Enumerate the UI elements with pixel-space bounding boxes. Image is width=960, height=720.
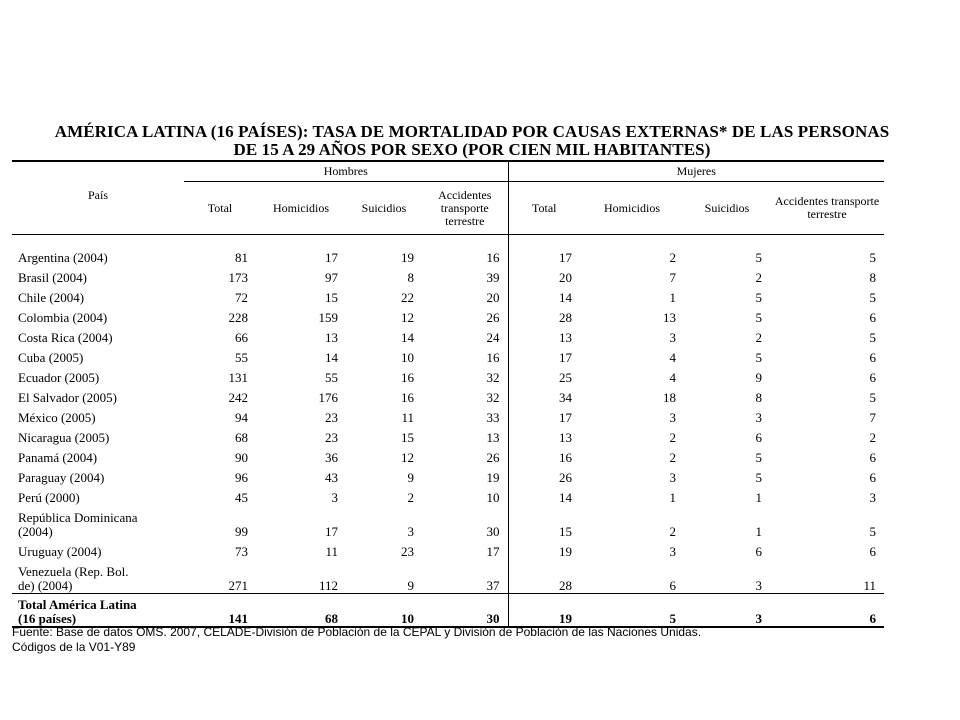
men-total-cell: 271 <box>228 578 248 593</box>
men-group-header: Hombres <box>184 162 508 182</box>
country-cell: República Dominicana (2004) <box>18 510 138 539</box>
women-accidents-cell: 5 <box>869 524 877 539</box>
country-cell: Nicaragua (2005) <box>18 430 110 445</box>
men-homicides-cell: 176 <box>318 390 338 405</box>
women-accidents-cell: 6 <box>869 310 877 325</box>
men-accidents-cell: 24 <box>486 330 500 345</box>
men-total-cell: 90 <box>235 450 248 465</box>
title-line-2: DE 15 A 29 AÑOS POR SEXO (POR CIEN MIL HABITANTES) <box>233 140 711 159</box>
table-row <box>12 345 884 365</box>
women-homicides-cell: 4 <box>669 350 676 365</box>
men-homicides-cell: 3 <box>331 490 338 505</box>
women-group-header: Mujeres <box>508 162 884 182</box>
women-suicides-cell: 5 <box>755 450 762 465</box>
men-homicides-cell: 55 <box>325 370 338 385</box>
women-accidents-cell: 6 <box>869 544 877 559</box>
source-note <box>12 625 912 655</box>
country-cell: Paraguay (2004) <box>18 470 105 485</box>
men-accidents-cell: 16 <box>486 250 500 265</box>
women-total-cell: 19 <box>508 539 580 559</box>
men-accidents-cell: 32 <box>486 370 500 385</box>
women-accidents-cell: 11 <box>863 578 877 593</box>
total-row <box>12 594 884 628</box>
source-line-2: Códigos de la V01-Y89 <box>12 640 136 654</box>
table-row <box>12 285 884 305</box>
title-line-1: AMÉRICA LATINA (16 PAÍSES): TASA DE MORTALIDAD POR CAUSAS EXTERNAS* DE LAS PERSONAS <box>54 122 890 141</box>
table-row <box>12 405 884 425</box>
men-accidents-cell: 10 <box>486 490 500 505</box>
men-accidents-cell: 16 <box>486 350 500 365</box>
men-total-cell: 66 <box>235 330 248 345</box>
mortality-table <box>12 162 884 628</box>
women-homicides-cell: 2 <box>669 430 676 445</box>
women-suicides-cell: 1 <box>755 524 762 539</box>
men-suicides-cell: 15 <box>401 430 414 445</box>
men-homicides-cell: 14 <box>325 350 338 365</box>
men-suicides-cell: 10 <box>401 350 414 365</box>
women-suicides-cell: 3 <box>755 410 762 425</box>
men-homicides-cell: 23 <box>325 410 338 425</box>
men-accidents-cell: 37 <box>486 578 500 593</box>
women-homicides-cell: 3 <box>669 470 676 485</box>
women-accidents-cell: 7 <box>869 410 877 425</box>
table-row <box>12 539 884 559</box>
table-row <box>12 365 884 385</box>
women-homicides-cell: 4 <box>669 370 676 385</box>
men-total-cell: 242 <box>228 390 248 405</box>
women-suicides-cell: 8 <box>755 390 762 405</box>
men-homicides-cell: 15 <box>325 290 338 305</box>
women-total-cell: 26 <box>508 465 580 485</box>
women-homicides-cell: 2 <box>669 250 676 265</box>
men-total-cell: 72 <box>235 290 248 305</box>
women-homicides-header: Homicidios <box>580 182 684 235</box>
men-suicides-cell: 16 <box>401 390 414 405</box>
women-homicides-cell: 18 <box>663 390 676 405</box>
men-accidents-cell: 20 <box>486 290 500 305</box>
women-suicides-cell: 6 <box>755 544 762 559</box>
table-row <box>12 385 884 405</box>
men-homicides-cell: 97 <box>325 270 338 285</box>
women-suicides-cell: 2 <box>755 270 762 285</box>
men-suicides-cell: 12 <box>401 450 414 465</box>
men-homicides-cell: 112 <box>318 578 338 593</box>
women-suicides-cell: 5 <box>755 310 762 325</box>
country-cell: Brasil (2004) <box>18 270 87 285</box>
men-homicides-cell: 17 <box>325 524 338 539</box>
women-accidents-cell: 2 <box>869 430 877 445</box>
women-suicides-header: Suicidios <box>684 182 770 235</box>
men-total-cell: 173 <box>228 270 248 285</box>
table-row <box>12 445 884 465</box>
country-cell: Uruguay (2004) <box>18 544 102 559</box>
women-suicides-cell: 5 <box>755 350 762 365</box>
women-total-cell: 14 <box>508 285 580 305</box>
men-suicides-cell: 8 <box>407 270 414 285</box>
total-label: Total América Latina (16 países) <box>12 594 184 628</box>
country-cell: Colombia (2004) <box>18 310 108 325</box>
men-accidents-cell: 26 <box>486 310 500 325</box>
men-suicides-cell: 23 <box>401 544 414 559</box>
women-suicides-cell: 2 <box>755 330 762 345</box>
men-suicides-cell: 11 <box>401 410 414 425</box>
men-homicides-cell: 17 <box>325 250 338 265</box>
men-accidents-cell: 17 <box>486 544 500 559</box>
women-total-cell: 15 <box>508 505 580 539</box>
women-homicides-cell: 6 <box>669 578 676 593</box>
men-accidents-cell: 19 <box>486 470 500 485</box>
women-accidents-cell: 6 <box>869 370 877 385</box>
country-cell: México (2005) <box>18 410 96 425</box>
men-homicides-cell: 23 <box>325 430 338 445</box>
men-suicides-cell: 16 <box>401 370 414 385</box>
men-suicides-cell: 22 <box>401 290 414 305</box>
women-total-cell: 13 <box>508 425 580 445</box>
total-men-accidents: 30 <box>422 594 508 628</box>
country-cell: El Salvador (2005) <box>18 390 117 405</box>
women-accidents-cell: 8 <box>869 270 877 285</box>
table-row <box>12 505 884 539</box>
women-total-cell: 17 <box>508 345 580 365</box>
men-accidents-cell: 26 <box>486 450 500 465</box>
women-homicides-cell: 3 <box>669 544 676 559</box>
men-accidents-cell: 30 <box>486 524 500 539</box>
men-accidents-cell: 32 <box>486 390 500 405</box>
men-homicides-cell: 36 <box>325 450 338 465</box>
men-total-cell: 94 <box>235 410 248 425</box>
country-cell: Perú (2000) <box>18 490 80 505</box>
men-total-cell: 228 <box>228 310 248 325</box>
country-cell: Cuba (2005) <box>18 350 84 365</box>
women-total-cell: 17 <box>508 235 580 266</box>
women-suicides-cell: 5 <box>755 250 762 265</box>
women-suicides-cell: 6 <box>755 430 762 445</box>
men-total-cell: 45 <box>235 490 248 505</box>
country-cell: Costa Rica (2004) <box>18 330 113 345</box>
table-row <box>12 235 884 266</box>
women-suicides-cell: 3 <box>755 578 762 593</box>
total-men-total: 141 <box>184 594 256 628</box>
total-women-suicides: 3 <box>684 594 770 628</box>
women-accidents-cell: 6 <box>869 470 877 485</box>
men-suicides-cell: 3 <box>407 524 414 539</box>
men-homicides-cell: 43 <box>325 470 338 485</box>
men-homicides-cell: 11 <box>325 544 338 559</box>
country-header: País <box>12 162 184 235</box>
women-total-cell: 17 <box>508 405 580 425</box>
source-line-1: Fuente: Base de datos OMS. 2007, CELADE-División de Población de la CEPAL y División de Población de las Naciones Unidas. <box>12 625 702 639</box>
women-homicides-cell: 2 <box>669 450 676 465</box>
men-accidents-cell: 39 <box>486 270 500 285</box>
women-accidents-header: Accidentes transporte terrestre <box>770 182 884 235</box>
men-accidents-header: Accidentes transporte terrestre <box>422 182 508 235</box>
men-total-header: Total <box>184 182 256 235</box>
table-title <box>12 123 932 159</box>
men-suicides-cell: 9 <box>407 578 414 593</box>
men-homicides-cell: 159 <box>318 310 338 325</box>
table-row <box>12 465 884 485</box>
table-body <box>12 235 884 594</box>
women-suicides-cell: 5 <box>755 290 762 305</box>
women-accidents-cell: 5 <box>869 390 877 405</box>
men-homicides-header: Homicidios <box>256 182 346 235</box>
men-accidents-cell: 33 <box>486 410 500 425</box>
women-accidents-cell: 5 <box>869 250 877 265</box>
table-row <box>12 425 884 445</box>
total-men-homicides: 68 <box>256 594 346 628</box>
women-accidents-cell: 6 <box>869 450 877 465</box>
women-total-header: Total <box>508 182 580 235</box>
men-suicides-cell: 12 <box>401 310 414 325</box>
total-men-suicides: 10 <box>346 594 422 628</box>
table-row <box>12 305 884 325</box>
women-homicides-cell: 7 <box>669 270 676 285</box>
men-accidents-cell: 13 <box>486 430 500 445</box>
women-total-cell: 20 <box>508 265 580 285</box>
women-homicides-cell: 13 <box>663 310 676 325</box>
women-homicides-cell: 3 <box>669 410 676 425</box>
table-row <box>12 265 884 285</box>
total-women-total: 19 <box>508 594 580 628</box>
women-suicides-cell: 5 <box>755 470 762 485</box>
table-header <box>12 162 884 235</box>
country-cell: Chile (2004) <box>18 290 85 305</box>
country-cell: Venezuela (Rep. Bol. de) (2004) <box>18 564 129 593</box>
women-accidents-cell: 6 <box>869 350 877 365</box>
women-homicides-cell: 3 <box>669 330 676 345</box>
women-suicides-cell: 1 <box>755 490 762 505</box>
men-suicides-cell: 14 <box>401 330 414 345</box>
women-total-cell: 25 <box>508 365 580 385</box>
men-suicides-cell: 19 <box>401 250 414 265</box>
women-total-cell: 13 <box>508 325 580 345</box>
women-suicides-cell: 9 <box>755 370 762 385</box>
men-total-cell: 55 <box>235 350 248 365</box>
men-homicides-cell: 13 <box>325 330 338 345</box>
total-women-homicides: 5 <box>580 594 684 628</box>
women-accidents-cell: 5 <box>869 290 877 305</box>
country-cell: Panamá (2004) <box>18 450 98 465</box>
men-suicides-cell: 2 <box>407 490 414 505</box>
men-total-cell: 81 <box>235 250 248 265</box>
men-total-cell: 131 <box>228 370 248 385</box>
men-suicides-cell: 9 <box>407 470 414 485</box>
women-accidents-cell: 5 <box>869 330 877 345</box>
country-cell: Ecuador (2005) <box>18 370 100 385</box>
men-total-cell: 68 <box>235 430 248 445</box>
women-homicides-cell: 1 <box>669 490 676 505</box>
table-row <box>12 559 884 594</box>
men-total-cell: 73 <box>235 544 248 559</box>
women-total-cell: 34 <box>508 385 580 405</box>
country-cell: Argentina (2004) <box>18 250 108 265</box>
men-total-cell: 99 <box>235 524 248 539</box>
women-total-cell: 16 <box>508 445 580 465</box>
table-row <box>12 485 884 505</box>
table-row <box>12 325 884 345</box>
women-total-cell: 28 <box>508 559 580 594</box>
women-homicides-cell: 2 <box>669 524 676 539</box>
men-suicides-header: Suicidios <box>346 182 422 235</box>
women-total-cell: 28 <box>508 305 580 325</box>
women-total-cell: 14 <box>508 485 580 505</box>
total-women-accidents: 6 <box>770 594 884 628</box>
women-homicides-cell: 1 <box>669 290 676 305</box>
women-accidents-cell: 3 <box>869 490 877 505</box>
men-total-cell: 96 <box>235 470 248 485</box>
